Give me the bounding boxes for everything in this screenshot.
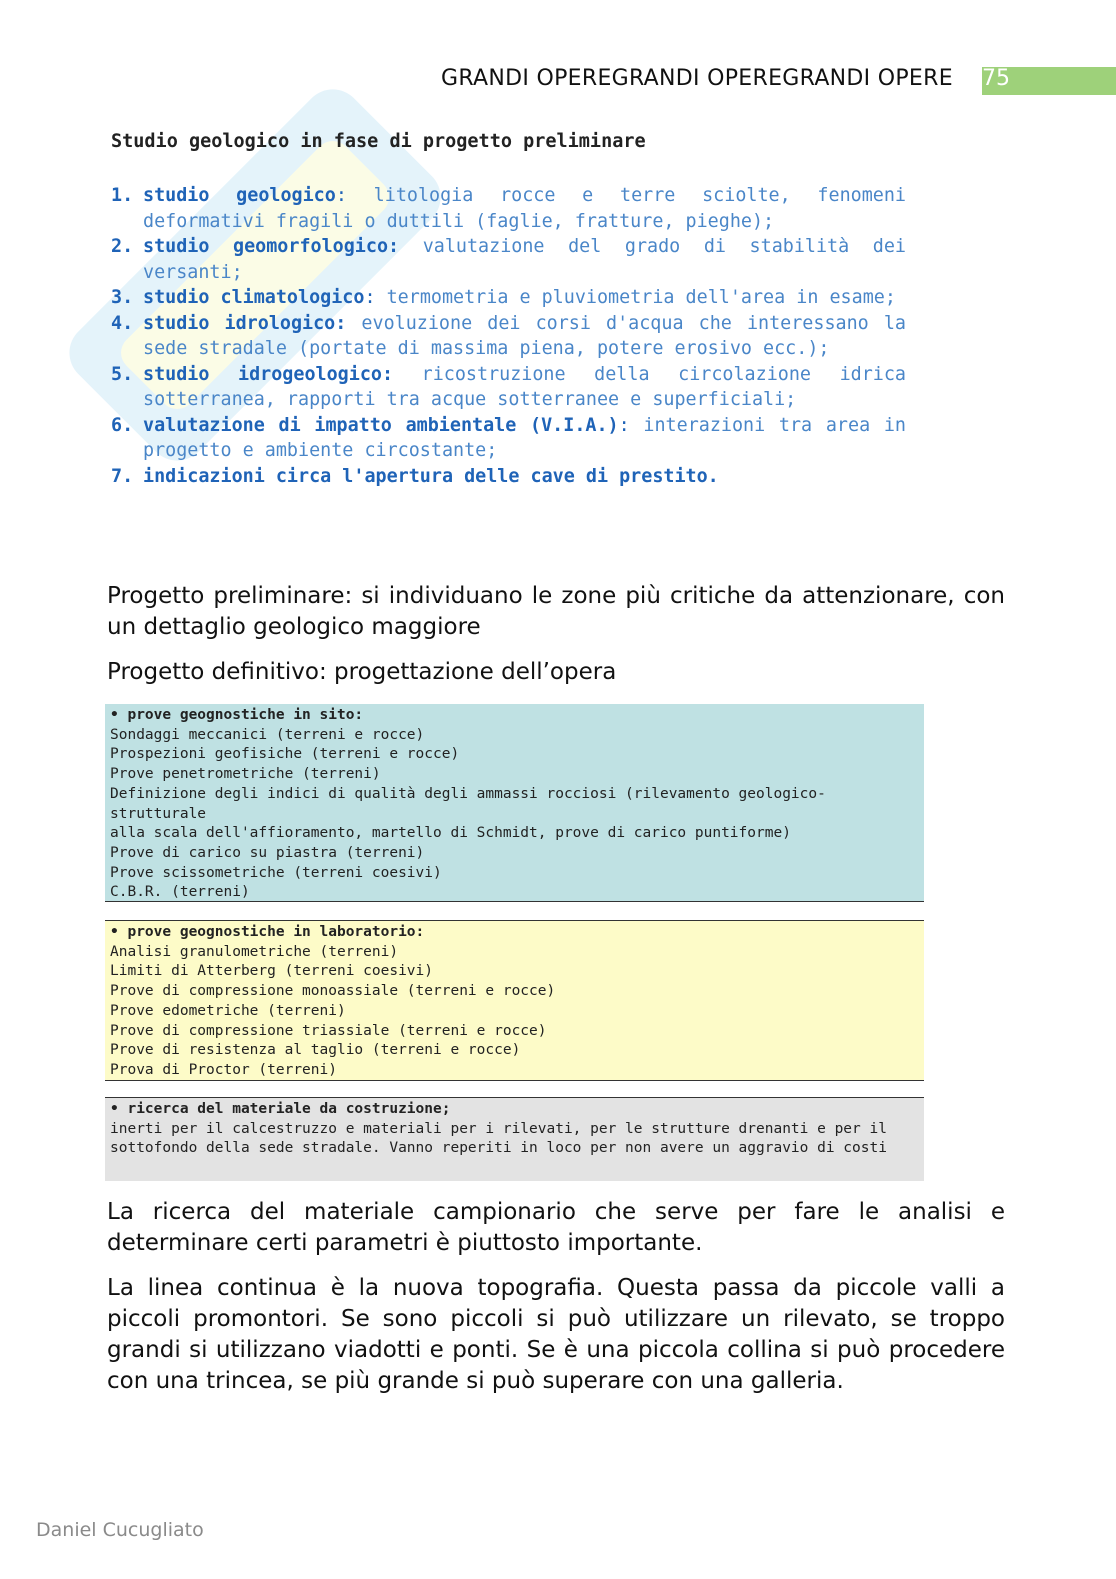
item-desc: litologia rocce e terre sciolte, fenomeni deformativi fragili o duttili (faglie, fratture, pieghe); (143, 185, 907, 232)
box-text: inerti per il calcestruzzo e materiali per i rilevati, per le strutture drenanti e per il sottofondo della sede stradale. Vanno reperiti in loco per non avere un aggravio di costi (110, 1120, 896, 1157)
item-sep: : (618, 414, 630, 436)
item-desc: valutazione del grado di stabilità dei versanti; (143, 236, 907, 283)
footer-author: Daniel Cucugliato (36, 1519, 204, 1541)
item-desc: termometria e pluviometria dell'area in esame; (375, 287, 896, 308)
item-number: 4. (111, 312, 134, 334)
item-desc: evoluzione dei corsi d'acqua che interessano la sede stradale (portate di massima piena, potere erosivo ecc.); (143, 312, 906, 359)
item-key: studio geomorfologico: (143, 236, 400, 257)
list-item (111, 362, 906, 413)
header-title: GRANDI OPEREGRANDI OPEREGRANDI OPERE (441, 66, 953, 91)
item-key: studio idrologico: (143, 312, 347, 334)
section-title: Studio geologico in fase di progetto preliminare (111, 131, 646, 152)
box-line: Analisi granulometriche (terreni) (110, 943, 399, 960)
paragraph-preliminary: Progetto preliminare: si individuano le zone più critiche da attenzionare, con un dettaglio geologico maggiore (107, 583, 1005, 640)
box-heading: • prove geognostiche in sito: (110, 707, 364, 723)
box-in-situ-tests (105, 704, 924, 902)
item-desc: interazioni tra area in progetto e ambiente circostante; (143, 414, 906, 461)
list-item (111, 413, 906, 464)
paragraph-topography: La linea continua è la nuova topografia. Questa passa da piccole valli a piccoli promontori. Se sono piccoli si può utilizzare un rilevato, se troppo grandi si utilizzano viadotti e ponti. Se è una piccola collina si può procedere con una trincea, se più grande si può superare con una galleria. (107, 1275, 1005, 1394)
item-number: 1. (111, 185, 134, 206)
item-sep: : (364, 287, 376, 308)
list-item (111, 285, 906, 311)
item-number: 2. (111, 236, 134, 257)
box-line: Prova di Proctor (terreni) (110, 1061, 337, 1078)
list-item (111, 464, 906, 490)
item-key: studio climatologico (143, 287, 365, 308)
item-key: valutazione di impatto ambientale (V.I.A.) (143, 414, 619, 436)
box-heading: • prove geognostiche in laboratorio: (110, 924, 425, 940)
item-number: 3. (111, 287, 134, 308)
box-lab-tests (105, 920, 924, 1081)
item-number: 7. (111, 465, 134, 487)
paragraph-definitive: Progetto definitivo: progettazione dell’opera (107, 659, 617, 685)
box-line: Sondaggi meccanici (terreni e rocce) (110, 726, 425, 743)
item-key: indicazioni circa l'apertura delle cave di prestito. (143, 465, 719, 487)
box-line: Prove di compressione monoassiale (terreni e rocce) (110, 983, 556, 1000)
box-line: Prove edometriche (terreni) (110, 1002, 346, 1019)
studies-list (111, 183, 906, 489)
box-line: Prove di compressione triassiale (terreni e rocce) (110, 1022, 547, 1039)
list-item (111, 183, 906, 234)
box-line: Definizione degli indici di qualità degli ammassi rocciosi (rilevamento geologico-strutturale (110, 785, 826, 822)
box-heading: • ricerca del materiale da costruzione; (110, 1101, 451, 1117)
box-line: Prove di resistenza al taglio (terreni e rocce) (110, 1042, 521, 1059)
item-sep: : (335, 185, 347, 206)
box-line: alla scala dell'affioramento, martello di Schmidt, prove di carico puntiforme) (110, 825, 791, 842)
box-line: C.B.R. (terreni) (110, 884, 250, 901)
box-line: Prospezioni geofisiche (terreni e rocce) (110, 746, 460, 763)
box-line: Prove scissometriche (terreni coesivi) (110, 864, 442, 881)
box-line: Prove di carico su piastra (terreni) (110, 844, 425, 861)
box-line: Prove penetrometriche (terreni) (110, 766, 381, 783)
item-key: studio idrogeologico: (143, 363, 394, 385)
box-line: Limiti di Atterberg (terreni coesivi) (110, 963, 434, 980)
page-number: 75 (982, 66, 1010, 91)
box-construction-material (105, 1097, 924, 1181)
item-desc: ricostruzione della circolazione idrica sotterranea, rapporti tra acque sotterranee e superficiali; (143, 363, 907, 410)
item-number: 5. (111, 363, 134, 385)
item-key: studio geologico (143, 185, 336, 206)
list-item (111, 311, 906, 362)
list-item (111, 234, 906, 285)
item-number: 6. (111, 414, 134, 436)
paragraph-sampling: La ricerca del materiale campionario che serve per fare le analisi e determinare certi parametri è piuttosto importante. (107, 1199, 1005, 1256)
